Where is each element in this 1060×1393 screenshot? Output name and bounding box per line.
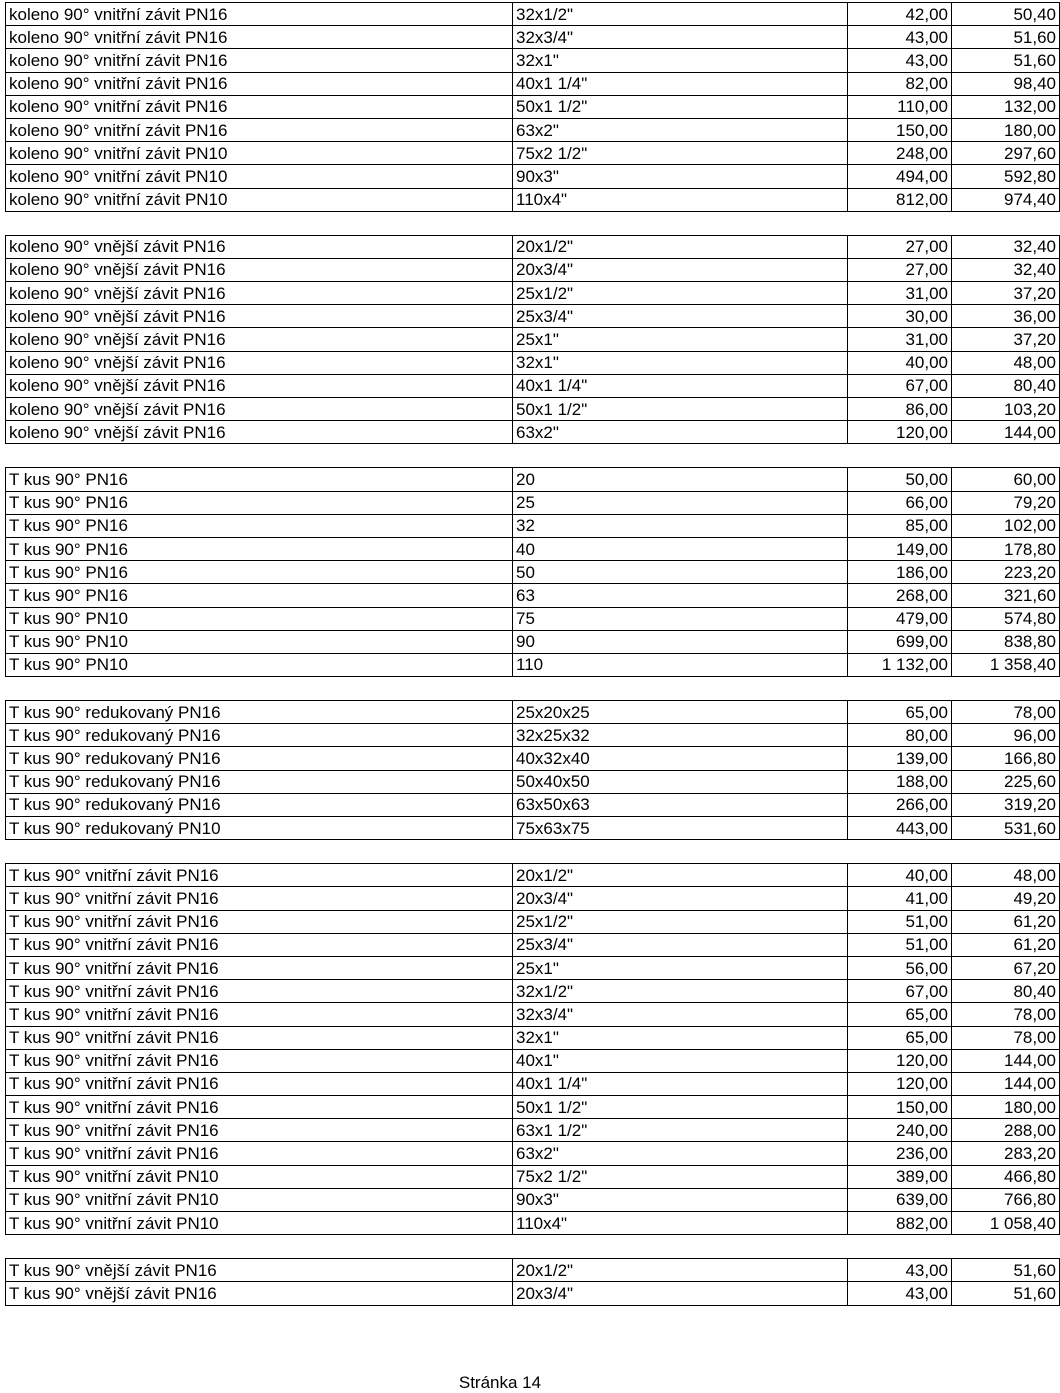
price-cell: 31,00 [848, 328, 952, 351]
product-name-cell: T kus 90° redukovaný PN10 [6, 817, 513, 840]
price-with-vat-cell: 144,00 [952, 1072, 1060, 1095]
price-with-vat-cell: 79,20 [952, 491, 1060, 514]
price-with-vat-cell: 574,80 [952, 607, 1060, 630]
table-row [6, 72, 1060, 95]
price-cell: 266,00 [848, 793, 952, 816]
price-cell: 65,00 [848, 1003, 952, 1026]
dimension-cell: 20x1/2" [513, 1259, 848, 1282]
price-with-vat-cell: 144,00 [952, 1049, 1060, 1072]
price-cell: 139,00 [848, 747, 952, 770]
dimension-cell: 20x3/4" [513, 887, 848, 910]
product-name-cell: koleno 90° vnitřní závit PN16 [6, 72, 513, 95]
table-row [6, 1119, 1060, 1142]
dimension-cell: 32x1" [513, 351, 848, 374]
price-with-vat-cell: 592,80 [952, 165, 1060, 188]
dimension-cell: 50x1 1/2" [513, 95, 848, 118]
product-name-cell: T kus 90° vnitřní závit PN16 [6, 1119, 513, 1142]
price-table-group [5, 467, 1060, 677]
price-cell: 80,00 [848, 724, 952, 747]
dimension-cell: 50x1 1/2" [513, 1096, 848, 1119]
price-with-vat-cell: 49,20 [952, 887, 1060, 910]
dimension-cell: 32x3/4" [513, 1003, 848, 1026]
table-row [6, 887, 1060, 910]
dimension-cell: 32x1" [513, 1026, 848, 1049]
table-row [6, 305, 1060, 328]
table-row [6, 607, 1060, 630]
product-name-cell: koleno 90° vnější závit PN16 [6, 398, 513, 421]
table-row [6, 514, 1060, 537]
dimension-cell: 90 [513, 630, 848, 653]
dimension-cell: 25x1" [513, 956, 848, 979]
price-cell: 236,00 [848, 1142, 952, 1165]
product-name-cell: T kus 90° vnitřní závit PN16 [6, 956, 513, 979]
product-name-cell: koleno 90° vnější závit PN16 [6, 421, 513, 444]
price-cell: 51,00 [848, 910, 952, 933]
price-with-vat-cell: 51,60 [952, 26, 1060, 49]
price-cell: 882,00 [848, 1212, 952, 1235]
product-name-cell: T kus 90° PN10 [6, 653, 513, 676]
product-name-cell: koleno 90° vnější závit PN16 [6, 282, 513, 305]
price-with-vat-cell: 61,20 [952, 910, 1060, 933]
dimension-cell: 90x3" [513, 1188, 848, 1211]
table-row [6, 118, 1060, 141]
price-with-vat-cell: 180,00 [952, 1096, 1060, 1119]
product-name-cell: T kus 90° PN16 [6, 584, 513, 607]
dimension-cell: 75x63x75 [513, 817, 848, 840]
table-row [6, 933, 1060, 956]
table-row [6, 770, 1060, 793]
price-cell: 67,00 [848, 980, 952, 1003]
price-cell: 51,00 [848, 933, 952, 956]
table-row [6, 1026, 1060, 1049]
product-name-cell: koleno 90° vnější závit PN16 [6, 351, 513, 374]
product-name-cell: T kus 90° redukovaný PN16 [6, 793, 513, 816]
price-cell: 149,00 [848, 537, 952, 560]
price-with-vat-cell: 61,20 [952, 933, 1060, 956]
table-row [6, 537, 1060, 560]
product-name-cell: T kus 90° vnitřní závit PN16 [6, 933, 513, 956]
price-with-vat-cell: 223,20 [952, 561, 1060, 584]
price-with-vat-cell: 466,80 [952, 1165, 1060, 1188]
dimension-cell: 20x1/2" [513, 864, 848, 887]
product-name-cell: T kus 90° vnitřní závit PN10 [6, 1188, 513, 1211]
table-row [6, 701, 1060, 724]
price-cell: 812,00 [848, 188, 952, 211]
price-with-vat-cell: 32,40 [952, 258, 1060, 281]
dimension-cell: 110 [513, 653, 848, 676]
price-cell: 86,00 [848, 398, 952, 421]
table-row [6, 1165, 1060, 1188]
price-with-vat-cell: 51,60 [952, 1282, 1060, 1305]
dimension-cell: 32 [513, 514, 848, 537]
price-with-vat-cell: 103,20 [952, 398, 1060, 421]
price-cell: 40,00 [848, 351, 952, 374]
price-with-vat-cell: 48,00 [952, 351, 1060, 374]
dimension-cell: 20x1/2" [513, 235, 848, 258]
product-name-cell: T kus 90° PN16 [6, 561, 513, 584]
dimension-cell: 40x1" [513, 1049, 848, 1072]
price-cell: 699,00 [848, 630, 952, 653]
price-list-sheet [5, 2, 1056, 1329]
dimension-cell: 25x1/2" [513, 910, 848, 933]
dimension-cell: 40 [513, 537, 848, 560]
price-with-vat-cell: 37,20 [952, 282, 1060, 305]
price-with-vat-cell: 321,60 [952, 584, 1060, 607]
price-with-vat-cell: 178,80 [952, 537, 1060, 560]
price-cell: 65,00 [848, 701, 952, 724]
price-cell: 30,00 [848, 305, 952, 328]
product-name-cell: koleno 90° vnější závit PN16 [6, 258, 513, 281]
price-cell: 31,00 [848, 282, 952, 305]
product-name-cell: T kus 90° vnitřní závit PN10 [6, 1212, 513, 1235]
price-cell: 150,00 [848, 118, 952, 141]
price-cell: 67,00 [848, 374, 952, 397]
table-row [6, 1096, 1060, 1119]
product-name-cell: T kus 90° vnitřní závit PN16 [6, 1049, 513, 1072]
price-cell: 479,00 [848, 607, 952, 630]
dimension-cell: 32x25x32 [513, 724, 848, 747]
dimension-cell: 32x1" [513, 49, 848, 72]
price-cell: 389,00 [848, 1165, 952, 1188]
table-row [6, 165, 1060, 188]
price-cell: 42,00 [848, 3, 952, 26]
product-name-cell: koleno 90° vnější závit PN16 [6, 328, 513, 351]
table-row [6, 817, 1060, 840]
dimension-cell: 75 [513, 607, 848, 630]
table-row [6, 374, 1060, 397]
price-with-vat-cell: 78,00 [952, 1026, 1060, 1049]
price-with-vat-cell: 166,80 [952, 747, 1060, 770]
table-row [6, 864, 1060, 887]
dimension-cell: 40x1 1/4" [513, 72, 848, 95]
dimension-cell: 63 [513, 584, 848, 607]
dimension-cell: 40x1 1/4" [513, 374, 848, 397]
table-row [6, 653, 1060, 676]
price-with-vat-cell: 225,60 [952, 770, 1060, 793]
dimension-cell: 25x1" [513, 328, 848, 351]
price-table-group [5, 2, 1060, 212]
dimension-cell: 75x2 1/2" [513, 1165, 848, 1188]
price-with-vat-cell: 319,20 [952, 793, 1060, 816]
price-cell: 494,00 [848, 165, 952, 188]
product-name-cell: T kus 90° vnější závit PN16 [6, 1259, 513, 1282]
table-row [6, 235, 1060, 258]
table-row [6, 1188, 1060, 1211]
dimension-cell: 25x1/2" [513, 282, 848, 305]
table-row [6, 630, 1060, 653]
price-with-vat-cell: 67,20 [952, 956, 1060, 979]
dimension-cell: 25x3/4" [513, 933, 848, 956]
table-row [6, 1212, 1060, 1235]
product-name-cell: T kus 90° vnější závit PN16 [6, 1282, 513, 1305]
product-name-cell: koleno 90° vnitřní závit PN16 [6, 49, 513, 72]
price-with-vat-cell: 32,40 [952, 235, 1060, 258]
table-row [6, 491, 1060, 514]
product-name-cell: T kus 90° PN16 [6, 491, 513, 514]
price-with-vat-cell: 80,40 [952, 374, 1060, 397]
table-row [6, 468, 1060, 491]
dimension-cell: 32x1/2" [513, 3, 848, 26]
product-name-cell: T kus 90° vnitřní závit PN16 [6, 864, 513, 887]
table-row [6, 142, 1060, 165]
table-row [6, 747, 1060, 770]
dimension-cell: 75x2 1/2" [513, 142, 848, 165]
dimension-cell: 110x4" [513, 1212, 848, 1235]
price-cell: 43,00 [848, 1259, 952, 1282]
dimension-cell: 32x3/4" [513, 26, 848, 49]
product-name-cell: T kus 90° redukovaný PN16 [6, 747, 513, 770]
table-row [6, 3, 1060, 26]
dimension-cell: 50x40x50 [513, 770, 848, 793]
dimension-cell: 32x1/2" [513, 980, 848, 1003]
product-name-cell: T kus 90° PN16 [6, 537, 513, 560]
dimension-cell: 20x3/4" [513, 258, 848, 281]
price-with-vat-cell: 36,00 [952, 305, 1060, 328]
price-cell: 120,00 [848, 1072, 952, 1095]
price-table-group [5, 1258, 1060, 1305]
table-row [6, 258, 1060, 281]
price-cell: 66,00 [848, 491, 952, 514]
price-cell: 43,00 [848, 1282, 952, 1305]
price-cell: 43,00 [848, 49, 952, 72]
product-name-cell: T kus 90° PN16 [6, 468, 513, 491]
price-cell: 65,00 [848, 1026, 952, 1049]
price-with-vat-cell: 48,00 [952, 864, 1060, 887]
table-row [6, 1282, 1060, 1305]
price-with-vat-cell: 51,60 [952, 49, 1060, 72]
product-name-cell: koleno 90° vnitřní závit PN16 [6, 3, 513, 26]
product-name-cell: koleno 90° vnější závit PN16 [6, 305, 513, 328]
product-name-cell: koleno 90° vnitřní závit PN10 [6, 165, 513, 188]
price-with-vat-cell: 78,00 [952, 701, 1060, 724]
price-table-group [5, 235, 1060, 445]
product-name-cell: koleno 90° vnější závit PN16 [6, 374, 513, 397]
table-row [6, 398, 1060, 421]
table-row [6, 421, 1060, 444]
table-row [6, 95, 1060, 118]
price-with-vat-cell: 974,40 [952, 188, 1060, 211]
price-with-vat-cell: 98,40 [952, 72, 1060, 95]
price-cell: 268,00 [848, 584, 952, 607]
product-name-cell: koleno 90° vnitřní závit PN16 [6, 95, 513, 118]
price-with-vat-cell: 78,00 [952, 1003, 1060, 1026]
table-row [6, 1003, 1060, 1026]
page-footer [0, 1373, 960, 1393]
product-name-cell: T kus 90° PN16 [6, 514, 513, 537]
dimension-cell: 63x1 1/2" [513, 1119, 848, 1142]
table-row [6, 188, 1060, 211]
price-cell: 443,00 [848, 817, 952, 840]
price-cell: 120,00 [848, 421, 952, 444]
price-cell: 248,00 [848, 142, 952, 165]
dimension-cell: 40x1 1/4" [513, 1072, 848, 1095]
product-name-cell: koleno 90° vnitřní závit PN16 [6, 26, 513, 49]
table-row [6, 328, 1060, 351]
price-cell: 41,00 [848, 887, 952, 910]
price-with-vat-cell: 51,60 [952, 1259, 1060, 1282]
dimension-cell: 110x4" [513, 188, 848, 211]
product-name-cell: T kus 90° vnitřní závit PN16 [6, 887, 513, 910]
price-with-vat-cell: 288,00 [952, 1119, 1060, 1142]
price-table-group [5, 700, 1060, 840]
price-with-vat-cell: 96,00 [952, 724, 1060, 747]
price-with-vat-cell: 531,60 [952, 817, 1060, 840]
price-with-vat-cell: 297,60 [952, 142, 1060, 165]
dimension-cell: 50x1 1/2" [513, 398, 848, 421]
product-name-cell: koleno 90° vnitřní závit PN10 [6, 188, 513, 211]
price-cell: 186,00 [848, 561, 952, 584]
price-with-vat-cell: 838,80 [952, 630, 1060, 653]
table-row [6, 1259, 1060, 1282]
price-with-vat-cell: 60,00 [952, 468, 1060, 491]
price-with-vat-cell: 50,40 [952, 3, 1060, 26]
table-row [6, 724, 1060, 747]
table-row [6, 351, 1060, 374]
table-row [6, 980, 1060, 1003]
price-cell: 56,00 [848, 956, 952, 979]
price-with-vat-cell: 1 058,40 [952, 1212, 1060, 1235]
product-name-cell: T kus 90° vnitřní závit PN16 [6, 980, 513, 1003]
dimension-cell: 40x32x40 [513, 747, 848, 770]
price-with-vat-cell: 132,00 [952, 95, 1060, 118]
price-cell: 639,00 [848, 1188, 952, 1211]
price-cell: 85,00 [848, 514, 952, 537]
price-with-vat-cell: 102,00 [952, 514, 1060, 537]
price-with-vat-cell: 766,80 [952, 1188, 1060, 1211]
dimension-cell: 20 [513, 468, 848, 491]
table-row [6, 1049, 1060, 1072]
dimension-cell: 50 [513, 561, 848, 584]
price-cell: 27,00 [848, 258, 952, 281]
dimension-cell: 90x3" [513, 165, 848, 188]
price-cell: 110,00 [848, 95, 952, 118]
product-name-cell: T kus 90° PN10 [6, 607, 513, 630]
table-row [6, 1072, 1060, 1095]
price-with-vat-cell: 1 358,40 [952, 653, 1060, 676]
table-row [6, 282, 1060, 305]
product-name-cell: T kus 90° vnitřní závit PN16 [6, 1003, 513, 1026]
product-name-cell: T kus 90° PN10 [6, 630, 513, 653]
price-with-vat-cell: 37,20 [952, 328, 1060, 351]
price-cell: 188,00 [848, 770, 952, 793]
dimension-cell: 25x20x25 [513, 701, 848, 724]
dimension-cell: 25x3/4" [513, 305, 848, 328]
product-name-cell: T kus 90° vnitřní závit PN16 [6, 1142, 513, 1165]
price-cell: 240,00 [848, 1119, 952, 1142]
table-row [6, 26, 1060, 49]
product-name-cell: T kus 90° vnitřní závit PN16 [6, 1072, 513, 1095]
dimension-cell: 63x50x63 [513, 793, 848, 816]
table-row [6, 793, 1060, 816]
page-number-label: Stránka 14 [458, 1373, 542, 1392]
price-cell: 150,00 [848, 1096, 952, 1119]
price-cell: 40,00 [848, 864, 952, 887]
dimension-cell: 63x2" [513, 118, 848, 141]
table-row [6, 956, 1060, 979]
product-name-cell: T kus 90° vnitřní závit PN16 [6, 1026, 513, 1049]
product-name-cell: T kus 90° redukovaný PN16 [6, 770, 513, 793]
product-name-cell: T kus 90° vnitřní závit PN10 [6, 1165, 513, 1188]
table-row [6, 49, 1060, 72]
dimension-cell: 25 [513, 491, 848, 514]
price-cell: 1 132,00 [848, 653, 952, 676]
price-with-vat-cell: 144,00 [952, 421, 1060, 444]
table-row [6, 1142, 1060, 1165]
price-cell: 120,00 [848, 1049, 952, 1072]
dimension-cell: 20x3/4" [513, 1282, 848, 1305]
dimension-cell: 63x2" [513, 1142, 848, 1165]
price-with-vat-cell: 80,40 [952, 980, 1060, 1003]
price-with-vat-cell: 283,20 [952, 1142, 1060, 1165]
price-cell: 50,00 [848, 468, 952, 491]
table-row [6, 584, 1060, 607]
table-row [6, 910, 1060, 933]
product-name-cell: koleno 90° vnitřní závit PN10 [6, 142, 513, 165]
product-name-cell: koleno 90° vnější závit PN16 [6, 235, 513, 258]
price-table-group [5, 863, 1060, 1235]
product-name-cell: koleno 90° vnitřní závit PN16 [6, 118, 513, 141]
product-name-cell: T kus 90° redukovaný PN16 [6, 724, 513, 747]
table-row [6, 561, 1060, 584]
price-cell: 27,00 [848, 235, 952, 258]
product-name-cell: T kus 90° vnitřní závit PN16 [6, 910, 513, 933]
price-cell: 82,00 [848, 72, 952, 95]
product-name-cell: T kus 90° vnitřní závit PN16 [6, 1096, 513, 1119]
product-name-cell: T kus 90° redukovaný PN16 [6, 701, 513, 724]
dimension-cell: 63x2" [513, 421, 848, 444]
price-cell: 43,00 [848, 26, 952, 49]
price-with-vat-cell: 180,00 [952, 118, 1060, 141]
